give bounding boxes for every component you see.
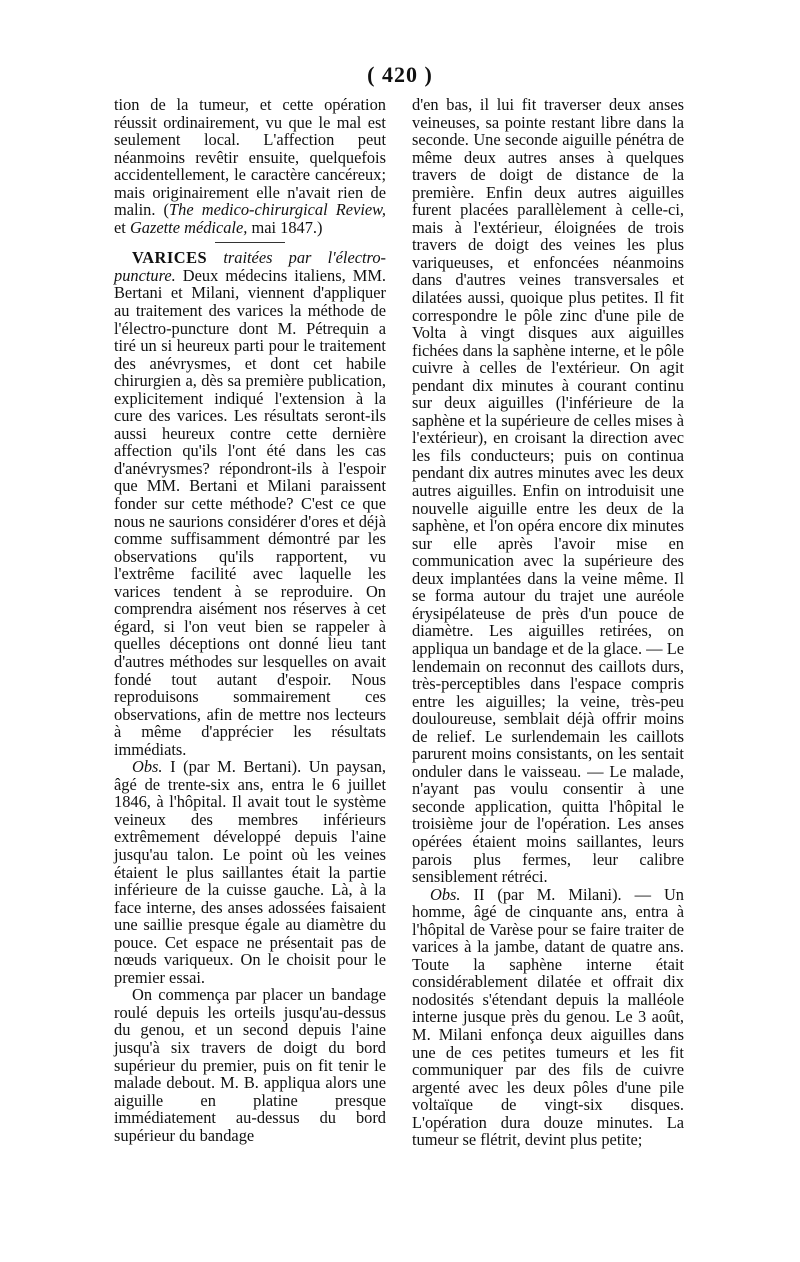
text-span: et: [114, 217, 130, 237]
section-heading-italic: traitées par l'électro-puncture.: [114, 248, 386, 285]
observation-label: Obs.: [430, 884, 461, 904]
paragraph-observation-1: [114, 758, 386, 986]
paragraph-bandage: On commença par placer un bandage roulé depuis les orteils jusqu'au-dessus du genou, et un second depuis l'aine jusqu'à six travers de doigt du bord supérieur du premier, puis on fit tenir le malade debout. M. B. appliqua alors une aiguille en platine presque immédiatement au-dessus du bord supérieur du bandage: [114, 985, 386, 1145]
section-heading: VARICES: [132, 248, 208, 268]
paragraph-needles: d'en bas, il lui fit traverser deux anses veineuses, sa pointe restant libre dans la seconde. Une seconde aiguille pénétra de même deux autres anses à quelques travers de doigt de distance de la première. Enfin deux autres aiguilles furent placées parallèlement à celle-ci, mais à l'extérieur, éloignées de trois travers de doigt des veines les plus variqueuses, et enfoncées néanmoins dans d'autres veines transversales et dilatées aussi, quoique plus petites. Il fit correspondre le pôle zinc d'une pile de Volta à vingt disques aux aiguilles fichées dans la saphène interne, et le pôle cuivre à celles de l'extérieur. On agit pendant dix minutes à courant continu sur deux aiguilles (l'inférieure de la saphène et la supérieure de celles mises à l'extérieur), en croisant la direction avec les fils conducteurs; puis on continua pendant dix autres minutes avec les deux autres aiguilles. Enfin on introduisit une nouvelle aiguille entre les deux de la saphène, et l'on opéra encore dix minutes sur elle après l'avoir mise en communication avec la supérieure des deux implantées dans la veine même. Il se forma autour du trajet une auréole érysipélateuse de près d'un pouce de diamètre. Les aiguilles retirées, on appliqua un bandage et de la glace. — Le lendemain on reconnut des caillots durs, très-perceptibles dans l'espace compris entre les aiguilles; la veine, très-peu douloureuse, semblait déjà offrir moins de relief. Le surlendemain les caillots parurent moins consistants, on les sentait onduler dans le vaisseau. — Le malade, n'ayant pas voulu consentir à une seconde application, quitta l'hôpital le troisième jour de l'opération. Les anses opérées étaient moins saillantes, leurs parois plus fermes, leur calibre sensiblement rétréci.: [412, 95, 684, 887]
right-column: [412, 96, 684, 1149]
text-span: tion de la tumeur, et cette opération réussit ordinairement, vu que le mal est seulement local. L'affection peut néanmoins revêtir ensuite, quelquefois accidentellement, le caractère cancéreux; mais originairement elle n'avait rien de malin. (: [114, 95, 386, 220]
observation-label: Obs.: [132, 757, 163, 777]
text-span: II (par M. Milani). — Un homme, âgé de cinquante ans, entra à l'hôpital de Varèse pour se faire traiter de varices à la jambe, datant de quatre ans. Toute la saphène interne était considérablement dilatée et offrait dix nodosités s'étendant depuis la malléole interne jusque près du genou. Le 3 août, M. Milani enfonça deux aiguilles dans une de ces petites tumeurs et les fit communiquer par des fils de cuivre argenté avec les deux pôles d'une pile voltaïque de vingt-six disques. L'opération dura douze minutes. La tumeur se flétrit, devint plus petite;: [412, 884, 684, 1150]
left-column: [114, 96, 386, 1144]
page-number: ( 420 ): [367, 62, 433, 87]
text-span: I (par M. Bertani). Un paysan, âgé de trente-six ans, entra le 6 juillet 1846, à l'hôpital. Il avait tout le système veineux des membres inférieurs extrêmement développé depuis l'aine jusqu'au talon. Le point où les veines étaient le plus saillantes était la partie inférieure de la cuisse gauche. Là, à la face interne, des anses adossées faisaient une saillie presque égale au diamètre du pouce. Cet espace ne présentait pas de nœuds variqueux. On le choisit pour le premier essai.: [114, 757, 386, 987]
text-span: Deux médecins italiens, MM. Bertani et Milani, viennent d'appliquer au traitement des varices la méthode de l'électro-puncture dont M. Pétrequin a tiré un si heureux parti pour le traitement des anévrysmes, et dont cet habile chirurgien a, dès sa première publication, explicitement indiqué l'extension à la cure des varices. Les résultats seront-ils aussi heureux contre cette dernière affection qu'ils l'ont été dans les cas d'anévrysmes? répondront-ils à l'espoir que MM. Bertani et Milani paraissent fonder sur cette méthode? C'est ce que nous ne saurions considérer d'ores et déjà comme suffisamment démontré par les observations qu'ils rapportent, vu l'extrême facilité avec laquelle les varices tendent à se reproduire. On comprendra aisément nos réserves à cet égard, si l'on veut bien se rappeler à quelles déceptions ont donné lieu tant d'autres méthodes sur lesquelles on avait fondé tout autant d'espoir. Nous reproduisons sommairement ces observations, afin de mettre nos lecteurs à même d'apprécier les résultats immédiats.: [114, 265, 386, 759]
source-citation: Gazette médicale,: [129, 217, 248, 237]
section-divider: [215, 242, 285, 243]
paragraph-tumor-end: [114, 96, 386, 236]
paragraph-varices: [114, 249, 386, 758]
paragraph-observation-2: [412, 886, 684, 1149]
source-citation: The medico-chirurgical Review,: [169, 200, 386, 220]
text-span: mai 1847.): [247, 217, 323, 237]
